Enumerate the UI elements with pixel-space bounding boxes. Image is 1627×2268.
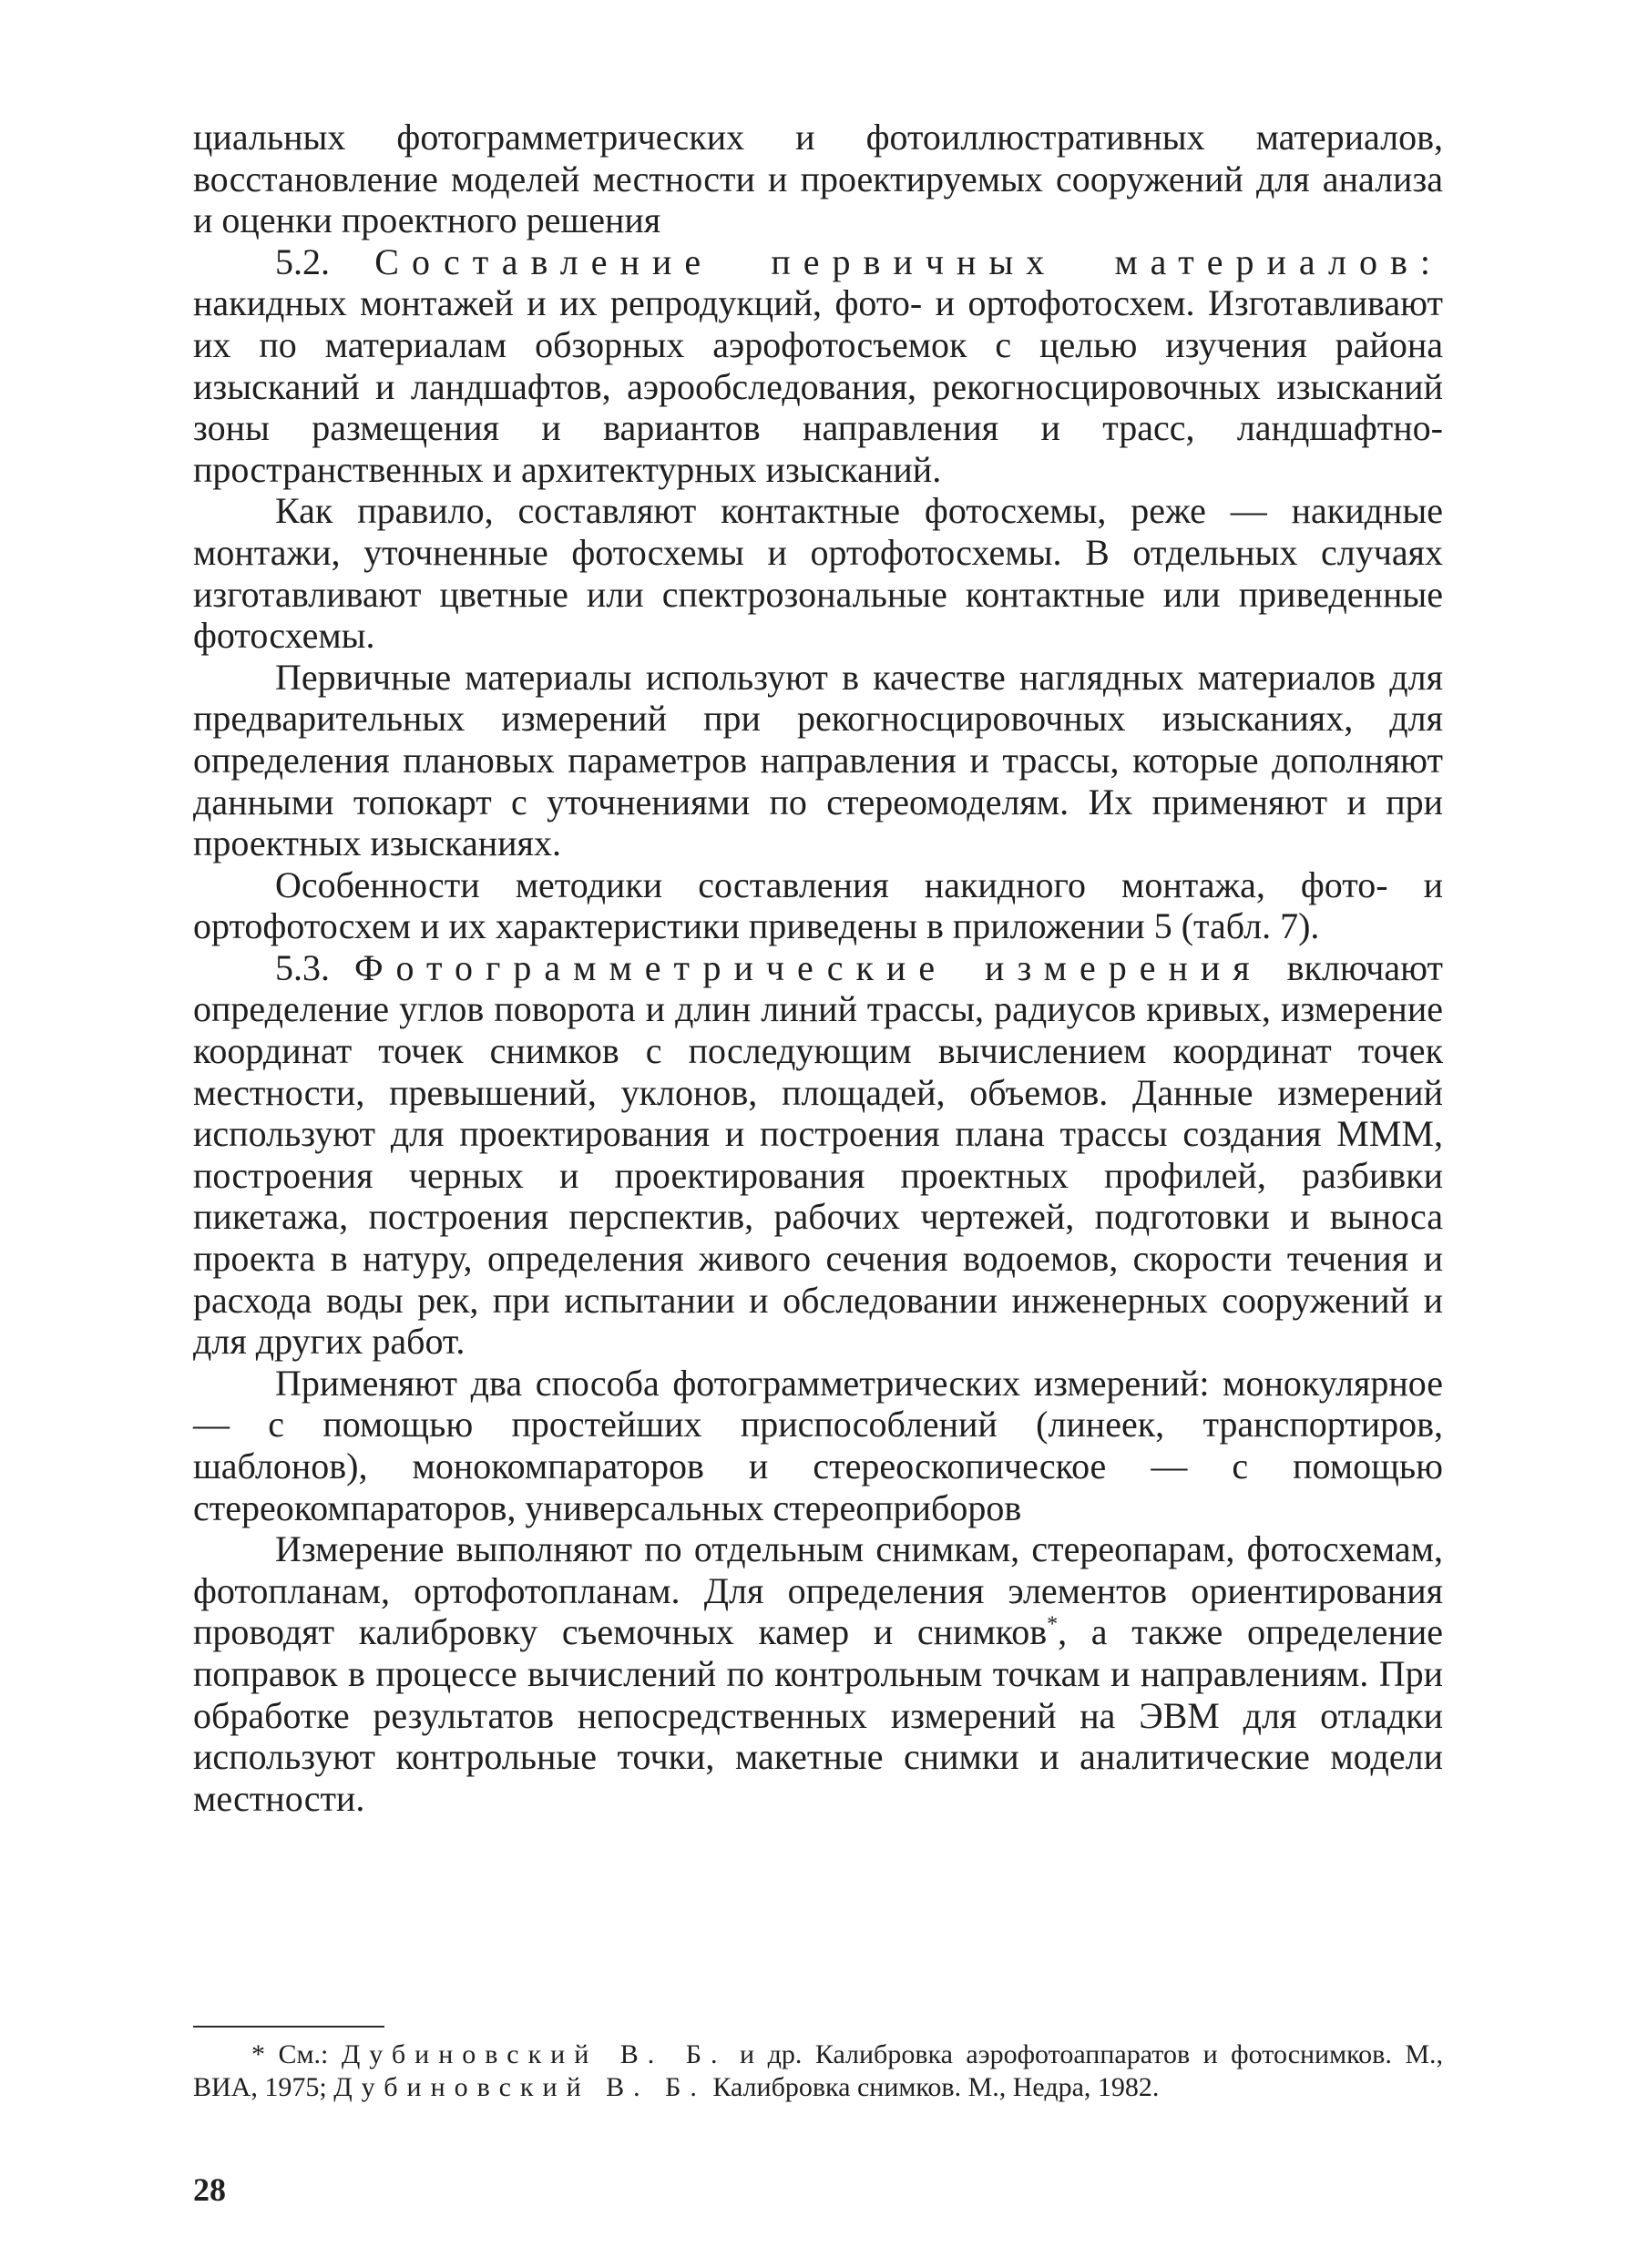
- footnote-citation: и др. Калибровка аэрофотоаппаратов и фотоснимков. М., ВИА, 1975;: [193, 2039, 1443, 2102]
- footnote-author: Дубиновский В. Б.: [341, 2039, 727, 2069]
- paragraph-text: , а также определение поправок в процессе вычислений по контрольным точкам и направлениям. При обработке результатов непосредственных измерений на ЭВМ для отладки используют контрольные точки, макетные снимки и аналитические модели местности.: [193, 1611, 1444, 1819]
- section-5-3-paragraph: [193, 947, 1443, 1363]
- footnote: [193, 2038, 1443, 2104]
- footnote-text: [193, 2038, 1443, 2104]
- section-number: 5.2.: [275, 240, 330, 282]
- footnote-prefix: См.:: [278, 2039, 329, 2069]
- paragraph: [193, 1363, 1443, 1528]
- footnote-mark: *: [251, 2039, 265, 2069]
- section-heading: Составление первичных материалов:: [374, 240, 1443, 282]
- paragraph-text: циальных фотограмметрических и фотоиллюстративных материалов, восстановление моделей местности и проектируемых сооружений для анализа и оценки проектного решения: [193, 117, 1443, 241]
- section-number: 5.3.: [275, 946, 330, 988]
- paragraph: [193, 864, 1443, 947]
- paragraph-text: Как правило, составляют контактные фотосхемы, реже — накидные монтажи, уточненные фотосхемы и ортофотосхемы. В отдельных случаях изготавливают цветные или спектрозональные контактные или приведенные фотосхемы.: [193, 490, 1443, 657]
- section-heading: Фотограмметрические измерения: [353, 946, 1263, 988]
- paragraph-text: Первичные материалы используют в качестве наглядных материалов для предварительных измерений при рекогносцировочных изысканиях, для определения плановых параметров направления и трассы, которые дополняют данными топокарт с уточнениями по стереомоделям. Их применяют и при проектных изысканиях.: [193, 656, 1443, 864]
- footnote-citation: Калибровка снимков. М., Недра, 1982.: [712, 2072, 1160, 2102]
- paragraph-text: накидных монтажей и их репродукций, фото- и ортофотосхем. Изготавливают их по материалам обзорных аэрофотосъемок с целью изучения района изысканий и ландшафтов, аэрообследования, рекогносцировочных изысканий зоны размещения и вариантов направления и трасс, ландшафтно-пространственных и архитектурных изысканий.: [193, 282, 1443, 490]
- paragraph-text: Измерение выполняют по отдельным снимкам, стереопарам, фотосхемам, фотопланам, ортофотопланам. Для определения элементов ориентирования проводят калибровку съемочных камер и снимков: [193, 1528, 1443, 1653]
- paragraph-text: Применяют два способа фотограмметрических измерений: монокулярное — с помощью простейших приспособлений (линеек, транспортиров, шаблонов), монокомпараторов и стереоскопическое — с помощью стереокомпараторов, универсальных стереоприборов: [193, 1362, 1443, 1528]
- footnote-reference-mark[interactable]: *: [1047, 1613, 1059, 1638]
- paragraph: [193, 657, 1443, 864]
- page-body: [193, 117, 1443, 1819]
- paragraph-continuation: [193, 117, 1443, 241]
- paragraph-text: Особенности методики составления накидного монтажа, фото- и ортофотосхем и их характеристики приведены в приложении 5 (табл. 7).: [193, 863, 1443, 947]
- page-number: 28: [193, 2171, 226, 2208]
- section-5-2-paragraph: [193, 241, 1443, 491]
- paragraph: [193, 490, 1443, 656]
- footnote-author: Дубиновский В. Б.: [333, 2072, 706, 2102]
- footnote-separator: [193, 2026, 384, 2028]
- paragraph: [193, 1528, 1443, 1819]
- paragraph-text: включают определение углов поворота и длин линий трассы, радиусов кривых, измерение координат точек снимков с последующим вычислением координат точек местности, превышений, уклонов, площадей, объемов. Данные измерений используют для проектирования и построения плана трассы создания МММ, построения черных и проектирования проектных профилей, разбивки пикетажа, построения перспектив, рабочих чертежей, подготовки и выноса проекта в натуру, определения живого сечения водоемов, скорости течения и расхода воды рек, при испытании и обследовании инженерных сооружений и для других работ.: [193, 946, 1443, 1363]
